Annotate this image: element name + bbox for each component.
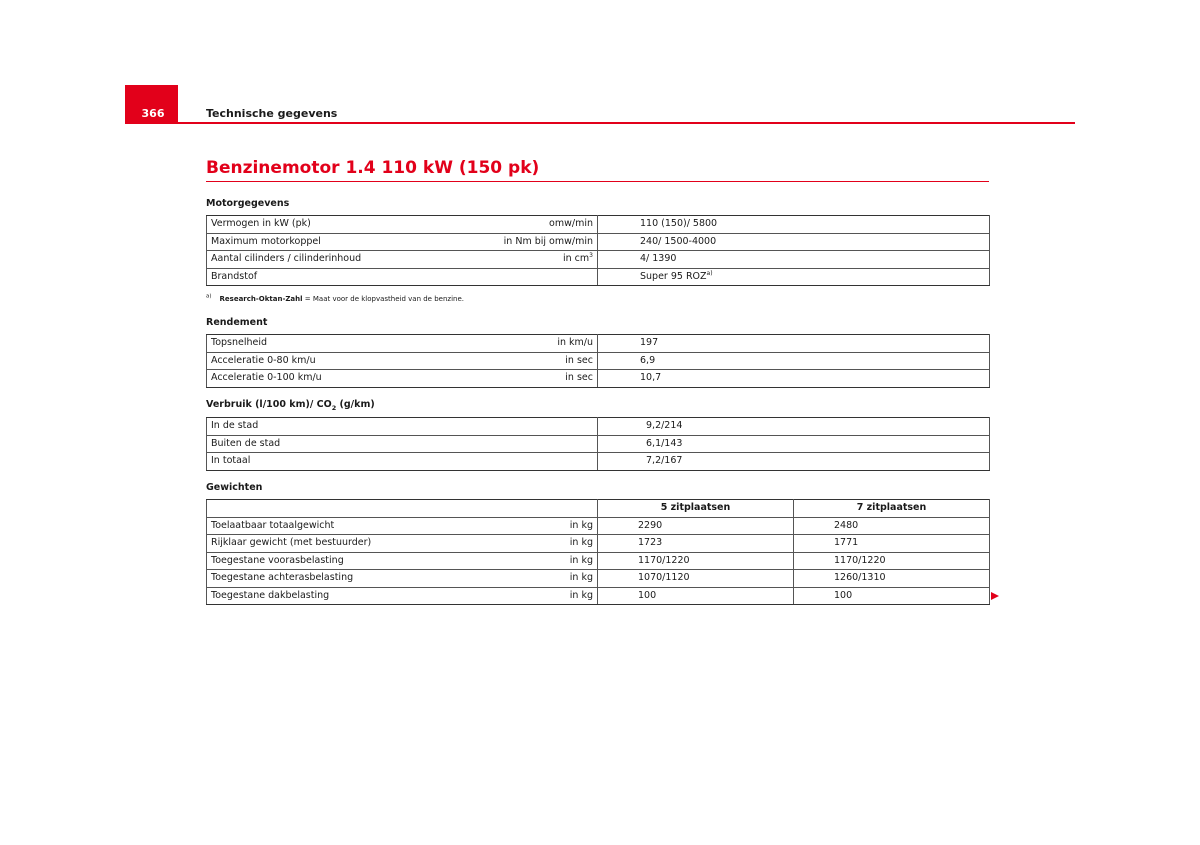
footnote — [206, 295, 464, 303]
column-header-5-seats: 5 zitplaatsen — [598, 500, 794, 518]
row-unit-wrap — [563, 251, 593, 267]
table-row — [207, 251, 990, 269]
table-row — [207, 335, 990, 353]
table-row — [207, 233, 990, 251]
row-label: In totaal — [207, 453, 598, 471]
table-row — [207, 517, 990, 535]
page-number: 366 — [141, 107, 165, 120]
row-value: 7,2/167 — [598, 453, 990, 471]
verbruik-heading-sub: 2 — [331, 403, 337, 412]
row-label-unit-cell — [207, 570, 598, 588]
section-title: Benzinemotor 1.4 110 kW (150 pk) — [206, 158, 540, 178]
row-value: 197 — [598, 335, 990, 353]
unit-superscript: 3 — [589, 252, 593, 260]
row-value: 4/ 1390 — [598, 251, 990, 269]
row-label: Vermogen in kW (pk) — [211, 218, 311, 230]
row-label: In de stad — [207, 418, 598, 436]
row-label: Brandstof — [211, 270, 258, 282]
row-label-unit-cell — [207, 251, 598, 269]
row-unit: in km/u — [557, 337, 593, 349]
table-row — [207, 370, 990, 388]
gewichten-heading: Gewichten — [206, 482, 263, 493]
row-label: Toegestane voorasbelasting — [211, 554, 344, 566]
triangle-right-icon — [991, 592, 999, 600]
rendement-heading: Rendement — [206, 317, 268, 328]
row-value: 240/ 1500-4000 — [598, 233, 990, 251]
row-label: Aantal cilinders / cilinderinhoud — [211, 253, 362, 265]
row-unit: in kg — [569, 589, 593, 601]
row-label-unit-cell — [207, 535, 598, 553]
page-number-box — [125, 85, 178, 123]
row-unit: in sec — [565, 372, 593, 384]
row-label-unit-cell — [207, 370, 598, 388]
header-rule — [125, 122, 1075, 124]
table-row — [207, 587, 990, 605]
header-empty-cell — [207, 500, 598, 518]
title-rule — [206, 181, 989, 182]
row-unit: in sec — [565, 354, 593, 366]
footnote-key: Research-Oktan-Zahl — [219, 295, 303, 303]
row-value: 6,1/143 — [598, 435, 990, 453]
column-header-7-seats: 7 zitplaatsen — [794, 500, 990, 518]
row-label: Acceleratie 0-80 km/u — [211, 354, 316, 366]
row-value: 10,7 — [598, 370, 990, 388]
row-value-7-seats: 1260/1310 — [794, 570, 990, 588]
row-value-7-seats: 1771 — [794, 535, 990, 553]
row-label: Acceleratie 0-100 km/u — [211, 372, 322, 384]
row-label-unit-cell — [207, 335, 598, 353]
table-row — [207, 352, 990, 370]
row-label: Toegestane dakbelasting — [211, 589, 330, 601]
row-label: Maximum motorkoppel — [211, 235, 321, 247]
row-unit: in kg — [569, 572, 593, 584]
row-value: 6,9 — [598, 352, 990, 370]
row-label-unit-cell — [207, 233, 598, 251]
row-label-unit-cell — [207, 216, 598, 234]
row-value-7-seats: 100 — [794, 587, 990, 605]
row-unit: in kg — [569, 537, 593, 549]
table-header-row — [207, 500, 990, 518]
row-label-unit-cell — [207, 552, 598, 570]
row-label: Rijklaar gewicht (met bestuurder) — [211, 537, 372, 549]
row-value-5-seats: 2290 — [598, 517, 794, 535]
footnote-ref: a) — [706, 269, 713, 277]
verbruik-heading — [206, 399, 375, 410]
row-value-5-seats: 1070/1120 — [598, 570, 794, 588]
row-unit: omw/min — [549, 218, 593, 230]
verbruik-table — [206, 417, 990, 471]
table-row — [207, 453, 990, 471]
row-label: Toelaatbaar totaalgewicht — [211, 519, 335, 531]
row-unit: in cm — [563, 253, 590, 265]
row-value-5-seats: 100 — [598, 587, 794, 605]
row-label-unit-cell — [207, 587, 598, 605]
row-value-7-seats: 2480 — [794, 517, 990, 535]
row-value-7-seats: 1170/1220 — [794, 552, 990, 570]
row-value-cell — [598, 268, 990, 286]
table-row — [207, 418, 990, 436]
verbruik-heading-pre: Verbruik (l/100 km)/ CO — [206, 399, 332, 410]
motor-heading: Motorgegevens — [206, 198, 290, 209]
row-value-5-seats: 1170/1220 — [598, 552, 794, 570]
row-label: Topsnelheid — [211, 337, 268, 349]
row-value-5-seats: 1723 — [598, 535, 794, 553]
row-label-unit-cell — [207, 352, 598, 370]
motor-table — [206, 215, 990, 286]
footnote-marker: a) — [206, 293, 212, 300]
row-value: 110 (150)/ 5800 — [598, 216, 990, 234]
gewichten-table — [206, 499, 990, 605]
row-unit: in kg — [569, 554, 593, 566]
table-row — [207, 552, 990, 570]
table-row — [207, 216, 990, 234]
rendement-table — [206, 334, 990, 388]
row-label: Buiten de stad — [207, 435, 598, 453]
table-row — [207, 570, 990, 588]
row-value: Super 95 ROZ — [640, 270, 707, 282]
table-row — [207, 435, 990, 453]
footnote-text: = Maat voor de klopvastheid van de benzine. — [302, 295, 464, 303]
table-row — [207, 268, 990, 286]
row-label-unit-cell — [207, 517, 598, 535]
row-value: 9,2/214 — [598, 418, 990, 436]
row-label-unit-cell — [207, 268, 598, 286]
verbruik-heading-post: (g/km) — [336, 399, 375, 410]
chapter-title: Technische gegevens — [206, 107, 338, 120]
row-unit: in kg — [569, 519, 593, 531]
table-row — [207, 535, 990, 553]
row-unit: in Nm bij omw/min — [503, 235, 593, 247]
row-label: Toegestane achterasbelasting — [211, 572, 354, 584]
